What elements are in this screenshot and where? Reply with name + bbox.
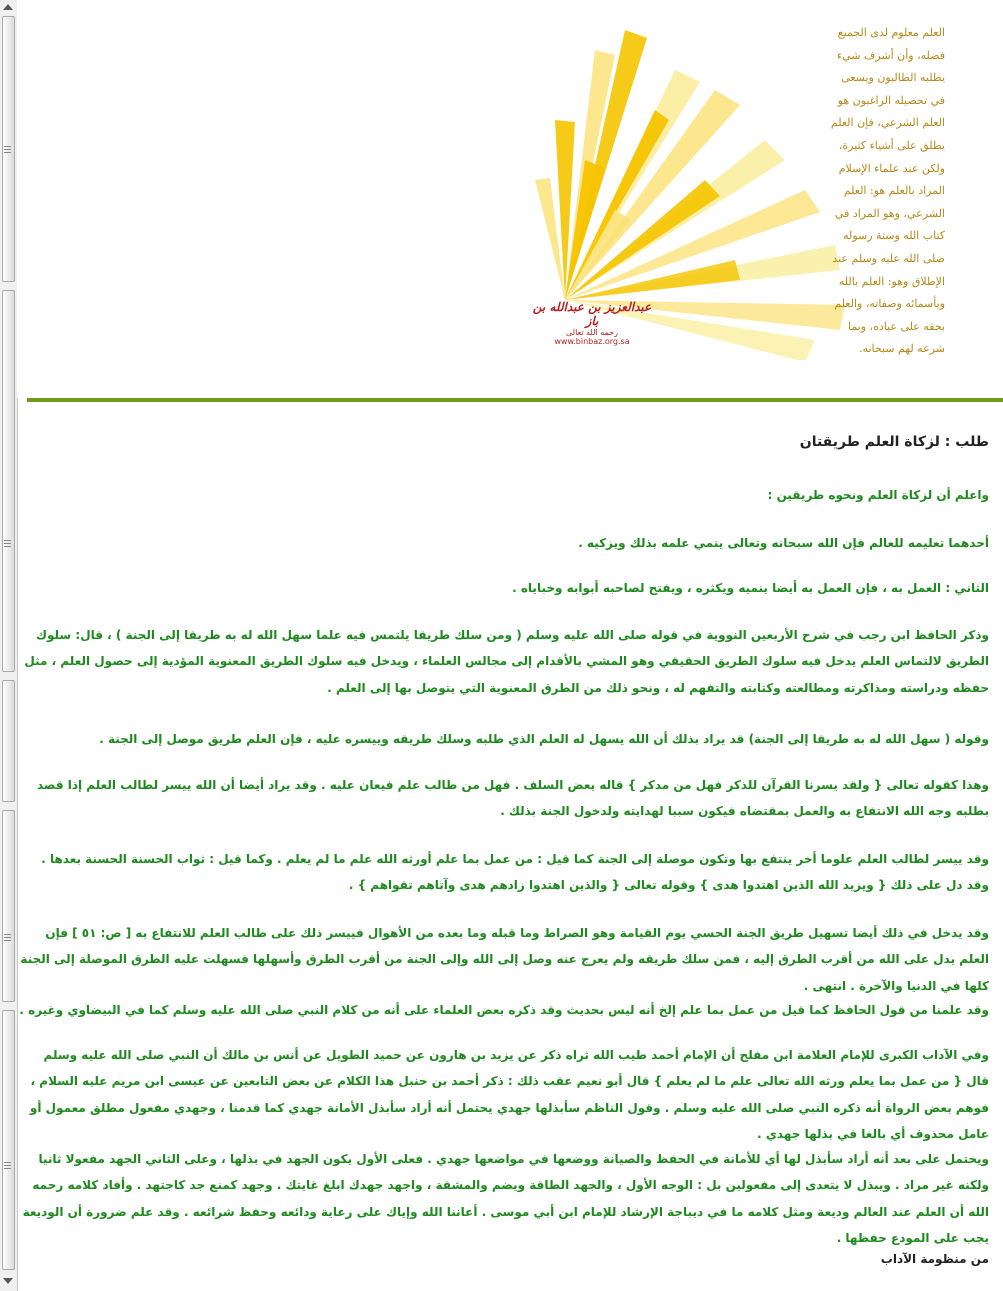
paragraph: واعلم أن لزكاة العلم ونحوه طريقين : xyxy=(767,488,989,502)
scrollbar-frame-3[interactable] xyxy=(0,676,18,806)
intro-line: الشرعي، وهو المراد في xyxy=(834,206,945,220)
paragraph: أحدهما تعليمه للعالم فإن الله سبحانه وتعالى ينمي علمه بذلك ويزكيه . xyxy=(578,536,989,550)
logo-url: www.binbaz.org.sa xyxy=(554,337,630,346)
intro-line: في تحصيله الراغبون هو xyxy=(837,93,945,107)
paragraph: وقد ييسر لطالب العلم علوما أخر ينتفع بها وتكون موصلة إلى الجنة كما قيل : من عمل بما علم أورثه الله علم ما لم يعلم . وكما قيل : ثواب الحسنة الحسنة بعدها . وقد دل على ذلك { ويزيد الله الذين اهتدوا هدى } وقوله تعالى { والذين اهتدوا زادهم هدى وآتاهم تقواهم } . xyxy=(41,852,989,893)
scrollbar-grip-icon xyxy=(4,1162,11,1169)
paragraph: وهذا كقوله تعالى { ولقد يسرنا القرآن للذكر فهل من مدكر } قاله بعض السلف . فهل من طالب علم فيعان عليه . وقد يراد أيضا أن الله ييسر لطالب العلم إذا قصد بطلبه وجه الله الانتفاع به والعمل بمقتضاه فيكون سببا لهدايته ولدخول الجنة بذلك . xyxy=(36,778,989,819)
scrollbar-frame-4[interactable] xyxy=(0,806,18,1006)
scrollbar-frame-2[interactable] xyxy=(0,286,18,676)
scrollbar-frame-1[interactable] xyxy=(0,0,18,286)
intro-line: ولكن عند علماء الإسلام xyxy=(838,161,945,175)
paragraph: وقد علمنا من قول الحافظ كما قيل من عمل بما علم إلخ أنه ليس بحديث وقد ذكره بعض العلماء على أنه من كلام النبي صلى الله عليه وسلم كما في البيضاوي وغيره . xyxy=(19,1003,989,1017)
intro-line: العلم الشرعي، فإن العلم xyxy=(830,116,945,130)
article-title: طلب : لزكاة العلم طريقتان xyxy=(799,434,989,450)
intro-line: شرعه لهم سبحانه. xyxy=(859,342,945,356)
intro-line: بحقه على عباده، وبما xyxy=(847,319,945,333)
intro-line: المراد بالعلم هو: العلم xyxy=(843,184,945,198)
paragraph: وقد يدخل في ذلك أيضا تسهيل طريق الجنة الحسي يوم القيامة وهو الصراط وما قبله وما بعده من الأهوال فييسر ذلك على طالب العلم للانتفاع به [ ص: ٥١ ] فإن العلم يدل على الله من أقرب الطرق إليه ، فمن سلك طريقه ولم يعرج عنه وصل إلى الله وإلى الجنة من أقرب الطرق وأسهلها فسهلت عليه الطرق الموصلة إلى الجنة كلها في الدنيا والآخرة . انتهى . xyxy=(20,926,989,993)
intro-line: يطلبه الطالبون ويسعى xyxy=(841,71,945,85)
scrollbar-thumb[interactable] xyxy=(2,680,15,802)
scrollbar-grip-icon xyxy=(4,540,11,547)
logo-name: عبدالعزيز بن عبدالله بن باز xyxy=(532,300,652,328)
scrollbar-grip-icon xyxy=(4,146,11,153)
scrollbar-frame-5[interactable] xyxy=(0,1006,18,1291)
scroll-down-icon[interactable] xyxy=(3,1278,13,1284)
scroll-up-icon[interactable] xyxy=(3,4,13,10)
paragraph: وقوله ( سهل الله له به طريقا إلى الجنة) قد يراد بذلك أن الله يسهل له العلم الذي طلبه وسلك طريقه وييسره عليه ، فإن العلم طريق موصل إلى الجنة . xyxy=(99,732,989,746)
scrollbar-thumb[interactable] xyxy=(2,810,15,1002)
scrollbar-thumb[interactable] xyxy=(2,1010,15,1270)
intro-line: يطلق على أشياء كثيرة، xyxy=(838,138,945,152)
intro-line: وبأسمائه وصفاته، والعلم xyxy=(834,297,945,311)
paragraph: الثاني : العمل به ، فإن العمل به أيضا ينميه ويكثره ، ويفتح لصاحبه أبوابه وخباياه . xyxy=(512,581,989,595)
intro-line: العلم معلوم لدى الجميع xyxy=(837,26,945,39)
intro-line: الإطلاق وهو: العلم بالله xyxy=(838,274,945,288)
paragraph: وذكر الحافظ ابن رجب في شرح الأربعين النووية في قوله صلى الله عليه وسلم ( ومن سلك طريقا يلتمس فيه علما سهل الله له به طريقا إلى الجنة ) ، قال: سلوك الطريق لالتماس العلم يدخل فيه سلوك الطريق الحقيقي وهو المشي بالأقدام إلى مجالس العلماء ، ويدخل فيه سلوك الطريق المعنوية المؤدية إلى حصول العلم ، مثل حفظه ودراسته ومذاكرته ومطالعته وكتابته والتفهم له ، ونحو ذلك من الطرق المعنوية التي يتوصل بها إلى العلم . xyxy=(24,628,989,695)
section-source: من منظومة الآداب xyxy=(880,1252,989,1266)
intro-line: كتاب الله وسنة رسوله xyxy=(843,229,945,243)
logo-subtitle: رحمه الله تعالى xyxy=(565,328,619,337)
intro-line: فضله، وأن أشرف شيء xyxy=(836,48,945,62)
intro-line: صلى الله عليه وسلم عند xyxy=(832,251,945,265)
paragraph: ويحتمل على بعد أنه أراد سأبذل لها أي للأمانة في الحفظ والصيانة ووضعها في مواضعها جهدي . فعلى الأول يكون الجهد في بذلها ، وعلى الثاني الجهد مفعولا ثانيا ولكنه غير مراد . ويبذل لا يتعدى إلى مفعولين بل : الوجه الأول ، والجهد الطاقة ويضم والمشقة ، واجهد جهدك ابلغ غايتك . وجهد كمنع جد كاجتهد . وأفاد كلامه رحمه الله أن العلم عند العالم وديعة ومثل كلامه ما في ديباجة الإرشاد للإمام ابن أبي موسى . أعاننا الله وإياك على رعاية ودائعه وحفظ شرائعه . وقد علم ضرورة أن الوديعة يجب على المودع حفظها . xyxy=(22,1152,989,1246)
scrollbar-thumb[interactable] xyxy=(2,290,15,672)
scrollbar-grip-icon xyxy=(4,934,11,941)
header-banner xyxy=(17,0,1003,398)
intro-text xyxy=(810,22,945,361)
header-divider xyxy=(27,398,1003,402)
paragraph: وفي الآداب الكبرى للإمام العلامة ابن مفلح أن الإمام أحمد طيب الله ثراه ذكر عن يزيد بن هارون عن حميد الطويل عن أنس بن مالك أن النبي صلى الله عليه وسلم قال { من عمل بما يعلم ورثه الله تعالى علم ما لم يعلم } قال أبو نعيم عقب ذلك : ذكر أحمد بن حنبل هذا الكلام عن بعض التابعين عن عيسى ابن مريم عليه السلام ، فوهم بعض الرواة أنه ذكره النبي صلى الله عليه وسلم . وقول الناظم سأبذلها جهدي يحتمل أنه أراد سأبذل الأمانة جهدي كما قدمنا ، وجهدي مفعول مطلق معمول أو عامل محذوف أي بالغا في بذلها جهدي . xyxy=(29,1048,989,1142)
